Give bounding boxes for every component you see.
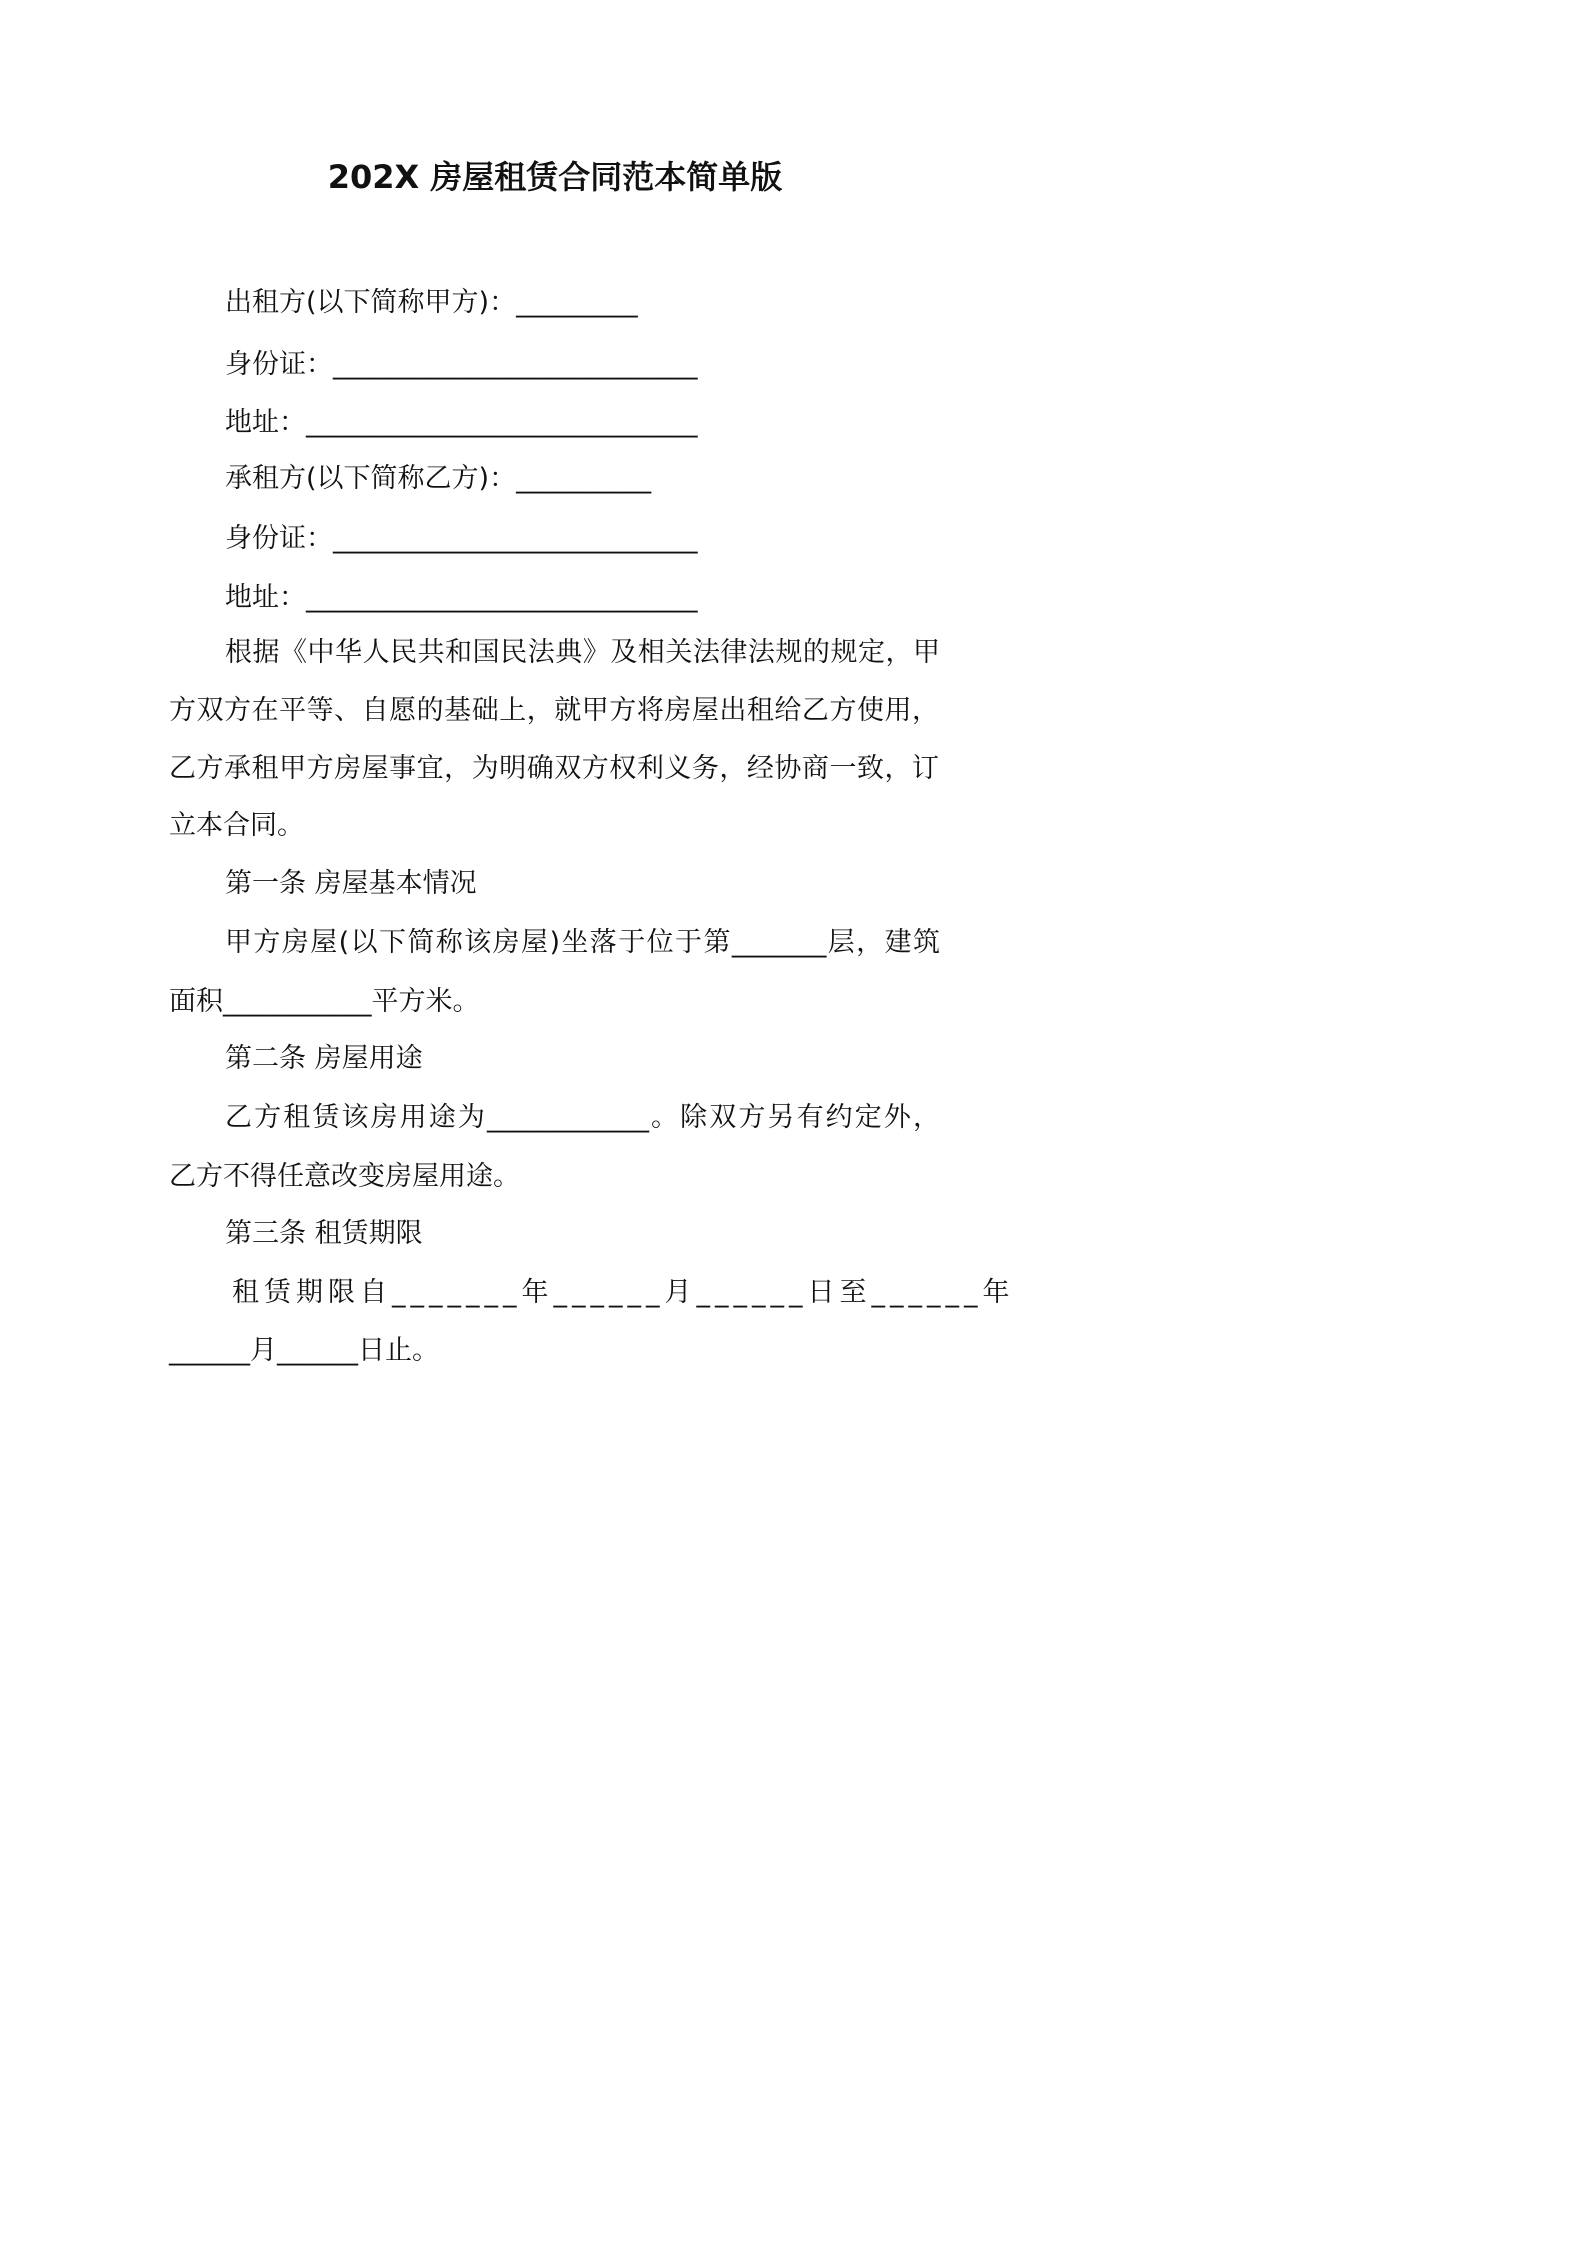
article-1-line-1: 甲方房屋(以下简称该房屋)坐落于位于第_______层，建筑	[225, 927, 940, 958]
document-title: 202X 房屋租赁合同范本简单版	[327, 158, 783, 196]
article-1-heading: 第一条 房屋基本情况	[225, 868, 477, 899]
preamble-line-3: 乙方承租甲方房屋事宜，为明确双方权利义务，经协商一致，订	[169, 753, 939, 784]
lessee-name-line: 承租方(以下简称乙方)：__________	[225, 463, 652, 494]
article-1-line-2: 面积___________平方米。	[169, 986, 480, 1017]
article-3-line-2: ______月______日止。	[169, 1335, 439, 1366]
lessee-address-line: 地址：_____________________________	[225, 582, 698, 613]
lessee-id-line: 身份证：___________________________	[225, 523, 698, 554]
article-2-heading: 第二条 房屋用途	[225, 1043, 423, 1074]
document-page	[0, 0, 1100, 1556]
lessor-address-line: 地址：_____________________________	[225, 407, 698, 438]
lessor-name-line: 出租方(以下简称甲方)：_________	[225, 287, 638, 318]
article-2-line-1: 乙方租赁该房用途为____________。除双方另有约定外，	[225, 1102, 940, 1133]
article-2-line-2: 乙方不得任意改变房屋用途。	[169, 1161, 520, 1192]
preamble-line-1: 根据《中华人民共和国民法典》及相关法律法规的规定，甲	[225, 637, 940, 668]
preamble-line-4: 立本合同。	[169, 810, 304, 841]
preamble-line-2: 方双方在平等、自愿的基础上，就甲方将房屋出租给乙方使用，	[169, 695, 939, 726]
article-3-line-1: 租赁期限自_______年______月______日至______年	[232, 1277, 1015, 1308]
lessor-id-line: 身份证：___________________________	[225, 349, 698, 380]
article-3-heading: 第三条 租赁期限	[225, 1218, 423, 1249]
